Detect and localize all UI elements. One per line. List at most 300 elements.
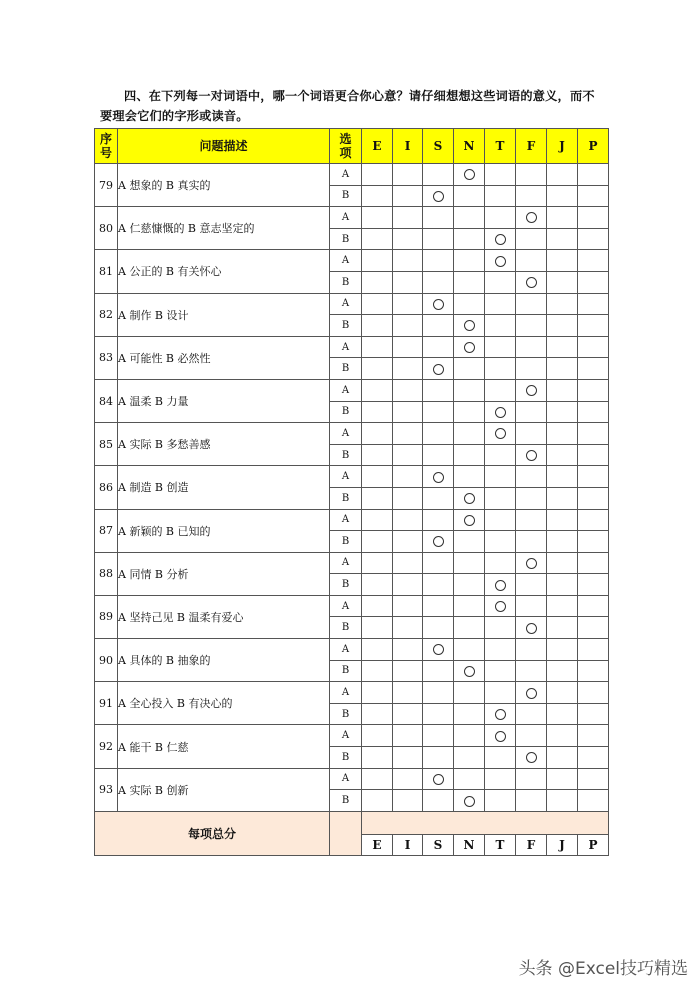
table-row: [95, 250, 609, 272]
answer-cell-i[interactable]: [393, 401, 423, 423]
circle-mark-icon: [464, 796, 475, 807]
answer-cell-n[interactable]: [454, 250, 485, 272]
answer-cell-p[interactable]: [578, 271, 609, 293]
answer-cell-s[interactable]: [423, 207, 454, 229]
option-label: A: [330, 509, 362, 531]
question-description: A 温柔 B 力量: [118, 379, 330, 422]
instruction-text: [100, 86, 610, 126]
answer-cell-n[interactable]: [454, 595, 485, 617]
answer-cell-p[interactable]: [578, 336, 609, 358]
answer-cell-e[interactable]: [362, 574, 393, 596]
answer-cell-f[interactable]: [516, 768, 547, 790]
answer-cell-f[interactable]: [516, 574, 547, 596]
answer-cell-e[interactable]: [362, 639, 393, 661]
answer-cell-n[interactable]: [454, 552, 485, 574]
answer-cell-j[interactable]: [547, 487, 578, 509]
answer-cell-j[interactable]: [547, 595, 578, 617]
instruction-line-2: 要理会它们的字形或读音。: [100, 109, 249, 123]
answer-cell-t[interactable]: [485, 185, 516, 207]
answer-cell-j[interactable]: [547, 444, 578, 466]
option-label: A: [330, 423, 362, 445]
answer-cell-s[interactable]: [423, 487, 454, 509]
answer-cell-s[interactable]: [423, 336, 454, 358]
question-number: 80: [95, 207, 118, 250]
answer-cell-s[interactable]: [423, 185, 454, 207]
answer-cell-i[interactable]: [393, 660, 423, 682]
answer-cell-s[interactable]: [423, 639, 454, 661]
answer-cell-e[interactable]: [362, 725, 393, 747]
answer-cell-p[interactable]: [578, 293, 609, 315]
question-number: 79: [95, 164, 118, 207]
answer-cell-e[interactable]: [362, 164, 393, 186]
answer-cell-f[interactable]: [516, 747, 547, 769]
answer-cell-f[interactable]: [516, 315, 547, 337]
answer-cell-s[interactable]: [423, 703, 454, 725]
answer-cell-n[interactable]: [454, 574, 485, 596]
answer-cell-s[interactable]: [423, 358, 454, 380]
total-letter-e: E: [362, 834, 393, 855]
answer-cell-t[interactable]: [485, 271, 516, 293]
answer-cell-p[interactable]: [578, 725, 609, 747]
header-letter-n: N: [454, 129, 485, 164]
answer-cell-s[interactable]: [423, 315, 454, 337]
answer-cell-e[interactable]: [362, 552, 393, 574]
answer-cell-j[interactable]: [547, 185, 578, 207]
answer-cell-e[interactable]: [362, 185, 393, 207]
answer-cell-t[interactable]: [485, 595, 516, 617]
answer-cell-f[interactable]: [516, 401, 547, 423]
table-row: [95, 207, 609, 229]
answer-cell-e[interactable]: [362, 336, 393, 358]
answer-cell-n[interactable]: [454, 379, 485, 401]
answer-cell-t[interactable]: [485, 790, 516, 812]
answer-cell-f[interactable]: [516, 185, 547, 207]
answer-cell-t[interactable]: [485, 228, 516, 250]
answer-cell-e[interactable]: [362, 401, 393, 423]
answer-cell-j[interactable]: [547, 207, 578, 229]
answer-cell-s[interactable]: [423, 531, 454, 553]
answer-cell-i[interactable]: [393, 682, 423, 704]
answer-cell-j[interactable]: [547, 768, 578, 790]
question-number: 90: [95, 639, 118, 682]
answer-cell-t[interactable]: [485, 164, 516, 186]
option-label: A: [330, 336, 362, 358]
answer-cell-s[interactable]: [423, 164, 454, 186]
answer-cell-n[interactable]: [454, 185, 485, 207]
answer-cell-t[interactable]: [485, 293, 516, 315]
circle-mark-icon: [433, 536, 444, 547]
answer-cell-t[interactable]: [485, 466, 516, 488]
question-description: A 实际 B 创新: [118, 768, 330, 811]
answer-cell-t[interactable]: [485, 703, 516, 725]
answer-cell-p[interactable]: [578, 617, 609, 639]
answer-cell-s[interactable]: [423, 250, 454, 272]
answer-cell-p[interactable]: [578, 358, 609, 380]
answer-cell-j[interactable]: [547, 682, 578, 704]
circle-mark-icon: [526, 623, 537, 634]
answer-cell-e[interactable]: [362, 466, 393, 488]
answer-cell-f[interactable]: [516, 271, 547, 293]
answer-cell-j[interactable]: [547, 639, 578, 661]
answer-cell-n[interactable]: [454, 466, 485, 488]
option-label: A: [330, 379, 362, 401]
option-label: B: [330, 531, 362, 553]
survey-body: [95, 164, 609, 812]
option-label: B: [330, 185, 362, 207]
answer-cell-j[interactable]: [547, 725, 578, 747]
answer-cell-p[interactable]: [578, 509, 609, 531]
answer-cell-i[interactable]: [393, 423, 423, 445]
answer-cell-p[interactable]: [578, 768, 609, 790]
circle-mark-icon: [433, 364, 444, 375]
answer-cell-j[interactable]: [547, 315, 578, 337]
answer-cell-f[interactable]: [516, 703, 547, 725]
answer-cell-e[interactable]: [362, 423, 393, 445]
answer-cell-e[interactable]: [362, 207, 393, 229]
answer-cell-t[interactable]: [485, 487, 516, 509]
question-number: 83: [95, 336, 118, 379]
table-row: [95, 466, 609, 488]
answer-cell-i[interactable]: [393, 531, 423, 553]
answer-cell-f[interactable]: [516, 660, 547, 682]
answer-cell-f[interactable]: [516, 682, 547, 704]
answer-cell-j[interactable]: [547, 336, 578, 358]
answer-cell-j[interactable]: [547, 228, 578, 250]
question-description: A 仁慈慷慨的 B 意志坚定的: [118, 207, 330, 250]
answer-cell-e[interactable]: [362, 531, 393, 553]
answer-cell-e[interactable]: [362, 509, 393, 531]
answer-cell-n[interactable]: [454, 207, 485, 229]
answer-cell-e[interactable]: [362, 250, 393, 272]
answer-cell-t[interactable]: [485, 552, 516, 574]
table-row: [95, 552, 609, 574]
question-description: A 能干 B 仁慈: [118, 725, 330, 768]
answer-cell-j[interactable]: [547, 660, 578, 682]
circle-mark-icon: [464, 493, 475, 504]
answer-cell-p[interactable]: [578, 682, 609, 704]
answer-cell-i[interactable]: [393, 379, 423, 401]
answer-cell-f[interactable]: [516, 617, 547, 639]
answer-cell-n[interactable]: [454, 293, 485, 315]
answer-cell-f[interactable]: [516, 207, 547, 229]
answer-cell-e[interactable]: [362, 293, 393, 315]
answer-cell-s[interactable]: [423, 271, 454, 293]
answer-cell-n[interactable]: [454, 358, 485, 380]
answer-cell-i[interactable]: [393, 639, 423, 661]
answer-cell-s[interactable]: [423, 595, 454, 617]
answer-cell-s[interactable]: [423, 228, 454, 250]
circle-mark-icon: [495, 428, 506, 439]
answer-cell-s[interactable]: [423, 617, 454, 639]
circle-mark-icon: [526, 752, 537, 763]
answer-cell-n[interactable]: [454, 401, 485, 423]
answer-cell-n[interactable]: [454, 271, 485, 293]
option-label: B: [330, 790, 362, 812]
answer-cell-p[interactable]: [578, 423, 609, 445]
answer-cell-i[interactable]: [393, 358, 423, 380]
answer-cell-n[interactable]: [454, 509, 485, 531]
answer-cell-p[interactable]: [578, 574, 609, 596]
answer-cell-p[interactable]: [578, 703, 609, 725]
answer-cell-j[interactable]: [547, 401, 578, 423]
answer-cell-s[interactable]: [423, 401, 454, 423]
answer-cell-t[interactable]: [485, 768, 516, 790]
option-label: B: [330, 271, 362, 293]
answer-cell-t[interactable]: [485, 747, 516, 769]
answer-cell-n[interactable]: [454, 531, 485, 553]
answer-cell-i[interactable]: [393, 768, 423, 790]
answer-cell-i[interactable]: [393, 207, 423, 229]
answer-cell-p[interactable]: [578, 379, 609, 401]
table-row: [95, 509, 609, 531]
answer-cell-f[interactable]: [516, 466, 547, 488]
answer-cell-f[interactable]: [516, 509, 547, 531]
answer-cell-t[interactable]: [485, 444, 516, 466]
answer-cell-s[interactable]: [423, 509, 454, 531]
answer-cell-e[interactable]: [362, 768, 393, 790]
question-description: A 坚持己见 B 温柔有爱心: [118, 595, 330, 638]
answer-cell-t[interactable]: [485, 531, 516, 553]
answer-cell-n[interactable]: [454, 747, 485, 769]
answer-cell-s[interactable]: [423, 747, 454, 769]
answer-cell-p[interactable]: [578, 660, 609, 682]
answer-cell-n[interactable]: [454, 639, 485, 661]
circle-mark-icon: [464, 169, 475, 180]
answer-cell-p[interactable]: [578, 315, 609, 337]
answer-cell-p[interactable]: [578, 552, 609, 574]
answer-cell-e[interactable]: [362, 358, 393, 380]
answer-cell-i[interactable]: [393, 725, 423, 747]
answer-cell-j[interactable]: [547, 250, 578, 272]
answer-cell-p[interactable]: [578, 595, 609, 617]
answer-cell-s[interactable]: [423, 574, 454, 596]
table-row: [95, 336, 609, 358]
answer-cell-i[interactable]: [393, 617, 423, 639]
answer-cell-s[interactable]: [423, 379, 454, 401]
table-header-row: [95, 129, 609, 164]
answer-cell-t[interactable]: [485, 207, 516, 229]
answer-cell-f[interactable]: [516, 725, 547, 747]
answer-cell-t[interactable]: [485, 639, 516, 661]
option-label: A: [330, 250, 362, 272]
answer-cell-n[interactable]: [454, 660, 485, 682]
answer-cell-e[interactable]: [362, 682, 393, 704]
answer-cell-i[interactable]: [393, 487, 423, 509]
answer-cell-s[interactable]: [423, 552, 454, 574]
answer-cell-s[interactable]: [423, 725, 454, 747]
answer-cell-t[interactable]: [485, 725, 516, 747]
answer-cell-i[interactable]: [393, 250, 423, 272]
question-description: A 具体的 B 抽象的: [118, 639, 330, 682]
table-row: [95, 379, 609, 401]
circle-mark-icon: [526, 277, 537, 288]
answer-cell-f[interactable]: [516, 358, 547, 380]
answer-cell-f[interactable]: [516, 336, 547, 358]
total-row-top: [95, 811, 609, 834]
answer-cell-e[interactable]: [362, 703, 393, 725]
answer-cell-n[interactable]: [454, 164, 485, 186]
option-label: A: [330, 725, 362, 747]
answer-cell-j[interactable]: [547, 617, 578, 639]
option-label: B: [330, 660, 362, 682]
answer-cell-i[interactable]: [393, 271, 423, 293]
answer-cell-s[interactable]: [423, 768, 454, 790]
circle-mark-icon: [495, 731, 506, 742]
answer-cell-i[interactable]: [393, 185, 423, 207]
answer-cell-t[interactable]: [485, 660, 516, 682]
answer-cell-i[interactable]: [393, 747, 423, 769]
answer-cell-j[interactable]: [547, 790, 578, 812]
answer-cell-p[interactable]: [578, 466, 609, 488]
answer-cell-i[interactable]: [393, 703, 423, 725]
answer-cell-i[interactable]: [393, 466, 423, 488]
answer-cell-p[interactable]: [578, 401, 609, 423]
answer-cell-s[interactable]: [423, 660, 454, 682]
answer-cell-p[interactable]: [578, 639, 609, 661]
circle-mark-icon: [464, 666, 475, 677]
answer-cell-j[interactable]: [547, 423, 578, 445]
answer-cell-p[interactable]: [578, 207, 609, 229]
answer-cell-j[interactable]: [547, 552, 578, 574]
answer-cell-n[interactable]: [454, 487, 485, 509]
answer-cell-n[interactable]: [454, 315, 485, 337]
answer-cell-j[interactable]: [547, 379, 578, 401]
answer-cell-f[interactable]: [516, 595, 547, 617]
question-number: 85: [95, 423, 118, 466]
option-label: A: [330, 207, 362, 229]
answer-cell-e[interactable]: [362, 379, 393, 401]
answer-cell-p[interactable]: [578, 531, 609, 553]
header-letter-e: E: [362, 129, 393, 164]
answer-cell-t[interactable]: [485, 401, 516, 423]
answer-cell-s[interactable]: [423, 444, 454, 466]
circle-mark-icon: [495, 256, 506, 267]
answer-cell-j[interactable]: [547, 509, 578, 531]
answer-cell-j[interactable]: [547, 574, 578, 596]
answer-cell-f[interactable]: [516, 639, 547, 661]
circle-mark-icon: [433, 774, 444, 785]
answer-cell-s[interactable]: [423, 682, 454, 704]
answer-cell-f[interactable]: [516, 552, 547, 574]
answer-cell-s[interactable]: [423, 790, 454, 812]
answer-cell-j[interactable]: [547, 703, 578, 725]
answer-cell-n[interactable]: [454, 682, 485, 704]
question-description: A 制作 B 设计: [118, 293, 330, 336]
answer-cell-j[interactable]: [547, 164, 578, 186]
answer-cell-p[interactable]: [578, 250, 609, 272]
answer-cell-i[interactable]: [393, 595, 423, 617]
answer-cell-p[interactable]: [578, 185, 609, 207]
answer-cell-i[interactable]: [393, 444, 423, 466]
answer-cell-t[interactable]: [485, 358, 516, 380]
answer-cell-e[interactable]: [362, 617, 393, 639]
answer-cell-e[interactable]: [362, 790, 393, 812]
answer-cell-e[interactable]: [362, 271, 393, 293]
answer-cell-t[interactable]: [485, 379, 516, 401]
answer-cell-n[interactable]: [454, 768, 485, 790]
answer-cell-e[interactable]: [362, 444, 393, 466]
answer-cell-e[interactable]: [362, 660, 393, 682]
circle-mark-icon: [526, 450, 537, 461]
answer-cell-n[interactable]: [454, 336, 485, 358]
answer-cell-f[interactable]: [516, 164, 547, 186]
answer-cell-j[interactable]: [547, 293, 578, 315]
answer-cell-f[interactable]: [516, 250, 547, 272]
answer-cell-j[interactable]: [547, 271, 578, 293]
answer-cell-e[interactable]: [362, 228, 393, 250]
answer-cell-t[interactable]: [485, 617, 516, 639]
answer-cell-p[interactable]: [578, 164, 609, 186]
answer-cell-f[interactable]: [516, 293, 547, 315]
answer-cell-i[interactable]: [393, 164, 423, 186]
answer-cell-f[interactable]: [516, 423, 547, 445]
answer-cell-t[interactable]: [485, 315, 516, 337]
answer-cell-t[interactable]: [485, 682, 516, 704]
answer-cell-n[interactable]: [454, 725, 485, 747]
answer-cell-f[interactable]: [516, 487, 547, 509]
answer-cell-i[interactable]: [393, 293, 423, 315]
answer-cell-p[interactable]: [578, 487, 609, 509]
answer-cell-t[interactable]: [485, 509, 516, 531]
answer-cell-j[interactable]: [547, 747, 578, 769]
answer-cell-n[interactable]: [454, 423, 485, 445]
answer-cell-f[interactable]: [516, 228, 547, 250]
answer-cell-s[interactable]: [423, 423, 454, 445]
answer-cell-i[interactable]: [393, 552, 423, 574]
answer-cell-t[interactable]: [485, 250, 516, 272]
answer-cell-j[interactable]: [547, 531, 578, 553]
table-row: [95, 682, 609, 704]
answer-cell-s[interactable]: [423, 466, 454, 488]
answer-cell-e[interactable]: [362, 747, 393, 769]
answer-cell-p[interactable]: [578, 790, 609, 812]
answer-cell-j[interactable]: [547, 466, 578, 488]
table-row: [95, 595, 609, 617]
answer-cell-f[interactable]: [516, 531, 547, 553]
answer-cell-i[interactable]: [393, 228, 423, 250]
answer-cell-n[interactable]: [454, 444, 485, 466]
answer-cell-s[interactable]: [423, 293, 454, 315]
answer-cell-e[interactable]: [362, 487, 393, 509]
answer-cell-j[interactable]: [547, 358, 578, 380]
answer-cell-f[interactable]: [516, 790, 547, 812]
answer-cell-i[interactable]: [393, 509, 423, 531]
answer-cell-e[interactable]: [362, 315, 393, 337]
answer-cell-p[interactable]: [578, 747, 609, 769]
answer-cell-i[interactable]: [393, 574, 423, 596]
answer-cell-p[interactable]: [578, 444, 609, 466]
answer-cell-n[interactable]: [454, 228, 485, 250]
answer-cell-t[interactable]: [485, 336, 516, 358]
answer-cell-i[interactable]: [393, 315, 423, 337]
answer-cell-t[interactable]: [485, 574, 516, 596]
answer-cell-n[interactable]: [454, 617, 485, 639]
answer-cell-i[interactable]: [393, 336, 423, 358]
option-label: B: [330, 444, 362, 466]
answer-cell-t[interactable]: [485, 423, 516, 445]
answer-cell-i[interactable]: [393, 790, 423, 812]
answer-cell-e[interactable]: [362, 595, 393, 617]
question-description: A 新颖的 B 已知的: [118, 509, 330, 552]
question-description: A 全心投入 B 有决心的: [118, 682, 330, 725]
answer-cell-f[interactable]: [516, 444, 547, 466]
answer-cell-p[interactable]: [578, 228, 609, 250]
answer-cell-n[interactable]: [454, 703, 485, 725]
answer-cell-n[interactable]: [454, 790, 485, 812]
question-number: 81: [95, 250, 118, 293]
answer-cell-f[interactable]: [516, 379, 547, 401]
header-letter-p: P: [578, 129, 609, 164]
